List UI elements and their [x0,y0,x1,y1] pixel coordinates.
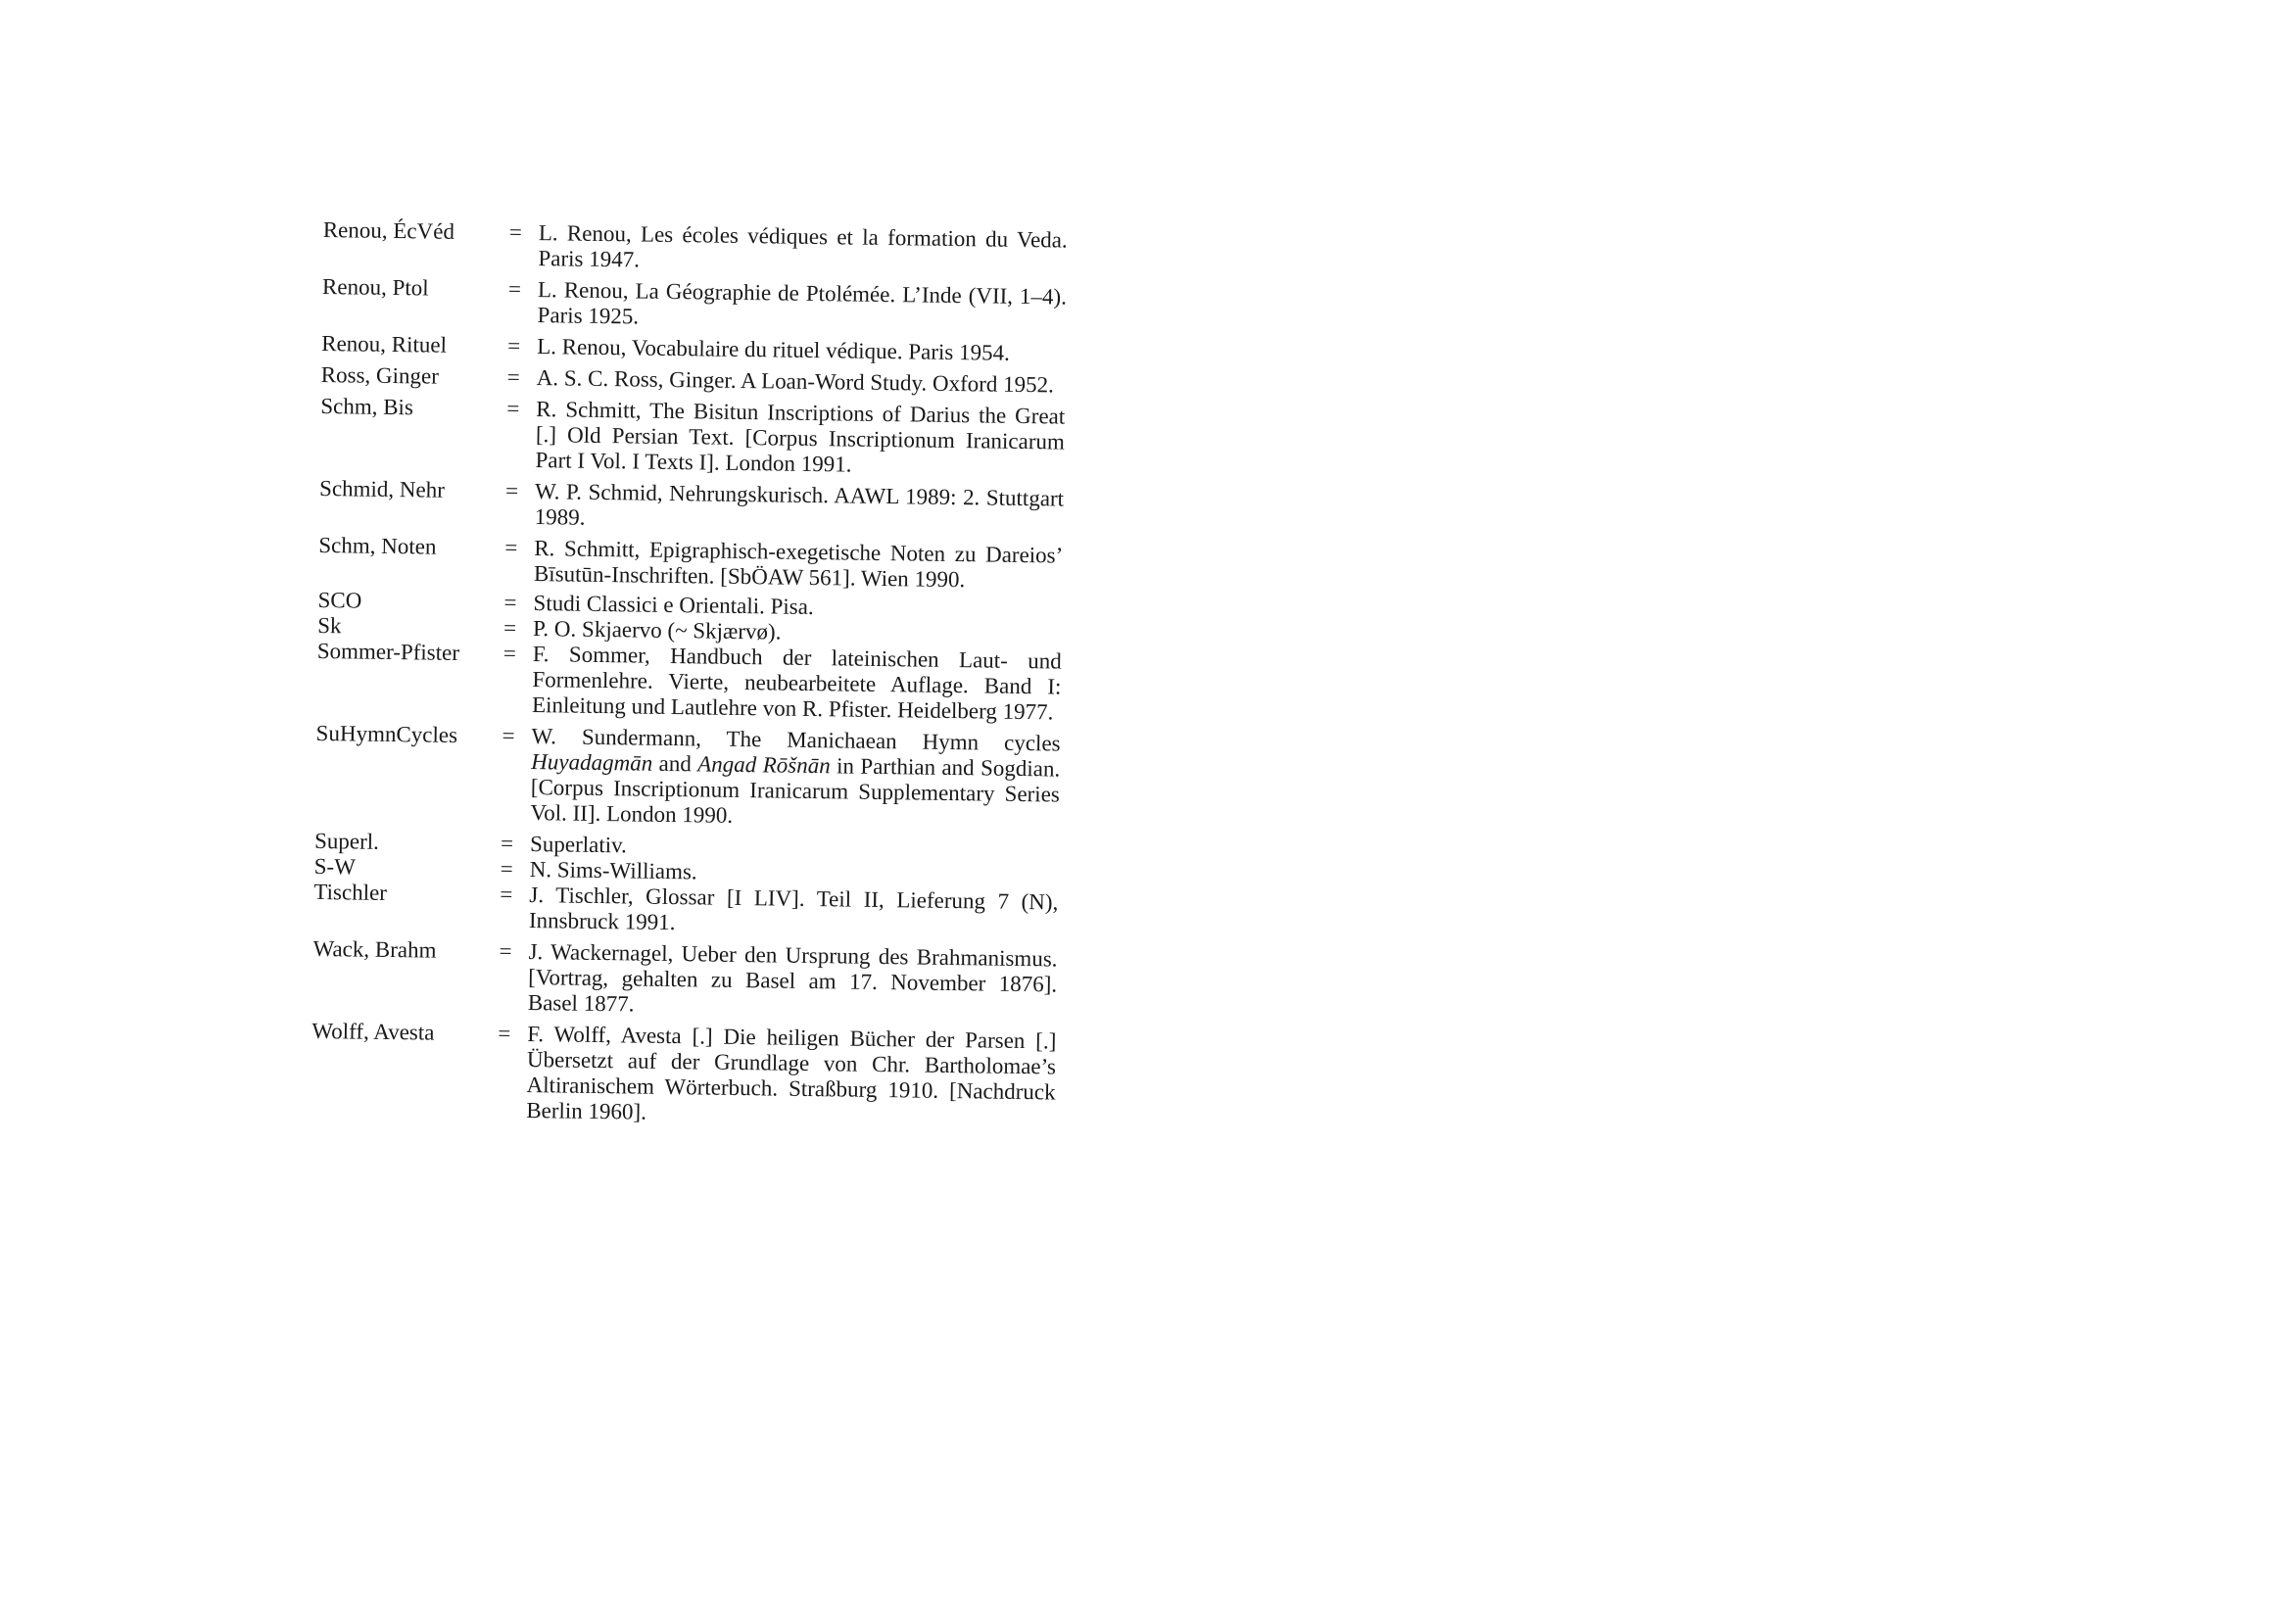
entry-suhymncycles [314,721,1060,834]
entry-wolff-avesta [311,1019,1056,1131]
entry-definition: Studi Classici e Orientali. Pisa. [533,591,814,620]
entry-ross-ginger [321,362,1066,399]
entry-definition: L. Renou, Vocabulaire du rituel védique. Paris 1954. [537,334,1011,365]
entry-abbreviation: Sk [317,612,342,639]
equals-sign: = [502,723,515,748]
entry-definition [530,724,1060,834]
entry-definition: J. Wackernagel, Ueber den Ursprung des Brahmanismus. [Vortrag, gehalten zu Basel am 17. November 1876]. Basel 1877. [527,939,1058,1017]
entry-definition: L. Renou, Les écoles védiques et la formation du Veda. Paris 1947. [538,220,1068,272]
entry-definition: R. Schmitt, The Bisitun Inscriptions of Darius the Great [.] Old Persian Text. [Corpus Inscriptionum Iranicarum Part I Vol. I Texts I]. London 1991. [535,397,1066,477]
entry-definition: A. S. C. Ross, Ginger. A Loan-Word Study. Oxford 1952. [536,365,1055,398]
definition-italic-title: Huyadagmān [531,749,653,776]
entry-abbreviation: SuHymnCycles [315,720,458,747]
entry-definition: P. O. Skjaervo (~ Skjærvø). [532,616,782,644]
entry-abbreviation: Renou, Ptol [321,273,429,301]
equals-sign: = [502,641,516,666]
equals-sign: = [504,478,519,503]
entry-abbreviation: Sommer-Pfister [316,638,460,665]
equals-sign: = [507,333,521,358]
entry-renou-rituel [321,331,1066,367]
equals-sign: = [500,882,513,907]
entry-abbreviation: Wack, Brahm [312,935,437,963]
definition-text: and [652,750,698,777]
equals-sign: = [498,1021,511,1046]
entry-abbreviation: Schm, Noten [318,532,437,559]
entry-definition: N. Sims-Williams. [529,857,697,884]
entry-abbreviation: Schm, Bis [320,393,414,420]
entry-abbreviation: Wolff, Avesta [311,1018,435,1045]
entry-schm-noten [318,533,1064,595]
entry-schm-bis [319,394,1065,481]
equals-sign: = [507,276,522,302]
entry-renou-ecved [322,217,1068,279]
entry-sommer-pfister [316,639,1062,726]
equals-sign: = [500,831,514,856]
entry-renou-ptol [321,274,1067,336]
entry-schmid-nehr [319,476,1065,538]
entry-definition: Superlativ. [529,832,628,858]
entry-wack-brahm [312,936,1058,1024]
entry-definition: F. Wolff, Avesta [.] Die heiligen Bücher der Parsen [.] Übersetzt auf der Grundlage von Chr. Bartholomae’s Altiranischem Wörterbuch. Straßburg 1910. [Nachdruck Berlin 1960]. [526,1021,1057,1124]
entry-abbreviation: Superl. [313,828,380,854]
entry-definition: J. Tischler, Glossar [I LIV]. Teil II, Lieferung 7 (N), Innsbruck 1991. [528,883,1059,935]
entry-abbreviation: Ross, Ginger [320,361,440,389]
entry-definition: R. Schmitt, Epigraphisch-exegetische Noten zu Dareios’ Bīsutūn-Inschriften. [SbÖAW 561]. Wien 1990. [533,536,1064,593]
equals-sign: = [508,219,522,245]
entry-abbreviation: Schmid, Nehr [318,475,446,502]
entry-definition: F. Sommer, Handbuch der lateinischen Laut- und Formenlehre. Vierte, neubearbeitete Auflage. Band I: Einleitung und Lautlehre von R. Pfister. Heidelberg 1977. [531,642,1062,725]
entry-abbreviation: S-W [313,853,357,880]
entry-abbreviation: Renou, Rituel [321,330,448,358]
entry-tischler [313,880,1059,941]
entry-abbreviation: Tischler [313,879,388,905]
entry-abbreviation: SCO [317,587,362,613]
equals-sign: = [500,856,513,882]
equals-sign: = [506,364,520,390]
equals-sign: = [504,535,518,560]
equals-sign: = [499,938,512,964]
equals-sign: = [503,590,517,615]
entry-definition: W. P. Schmid, Nehrungskurisch. AAWL 1989: 2. Stuttgart 1989. [534,479,1065,530]
entry-definition: L. Renou, La Géographie de Ptolémée. L’Inde (VII, 1–4). Paris 1925. [537,277,1068,329]
definition-italic-title: Angad Rōšnān [697,751,831,779]
abbreviation-list [311,217,1068,1131]
equals-sign: = [502,615,517,641]
definition-text: in Parthian and Sogdian. [Corpus Inscriptionum Iranicarum Supplementary Series Vol. II]. London 1990. [530,753,1061,828]
entry-abbreviation: Renou, ÉcVéd [322,217,455,244]
equals-sign: = [506,396,520,421]
definition-text: W. Sundermann, The Manichaean Hymn cycles [531,724,1061,756]
